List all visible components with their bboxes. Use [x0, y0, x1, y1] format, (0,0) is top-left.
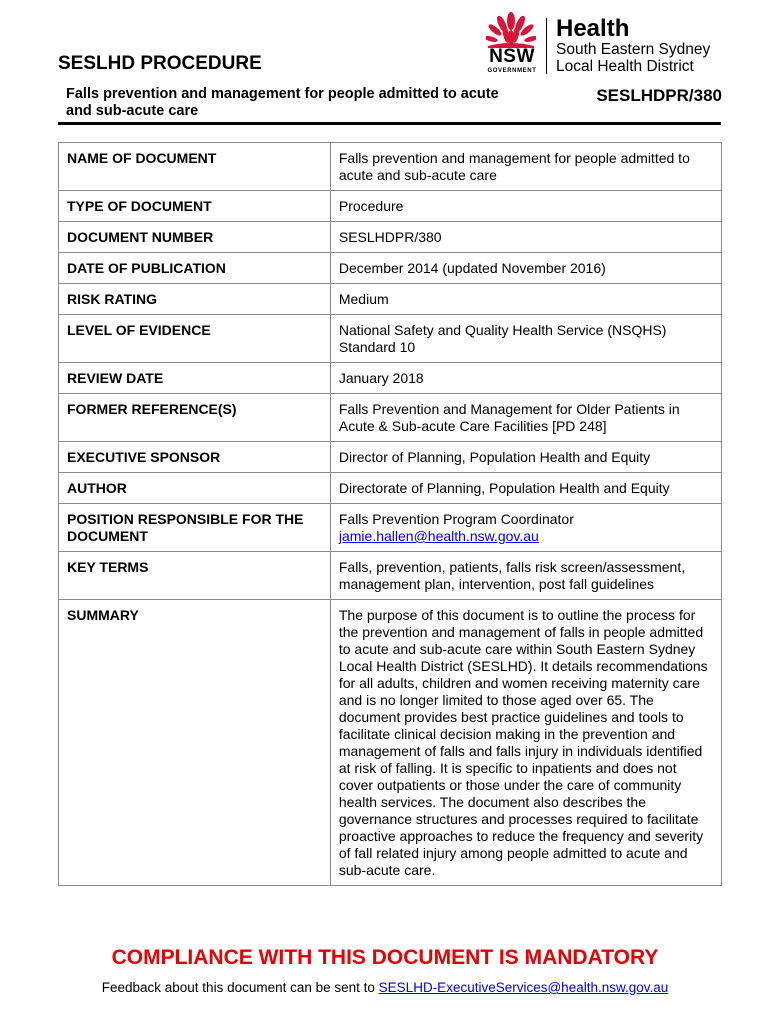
header-divider [58, 122, 721, 125]
government-wordmark: GOVERNMENT [487, 68, 537, 74]
table-row [59, 600, 722, 886]
table-row [59, 253, 722, 284]
waratah-icon [486, 12, 536, 48]
table-row [59, 363, 722, 394]
row-value [330, 504, 721, 552]
row-key: KEY TERMS [59, 552, 331, 600]
compliance-notice: COMPLIANCE WITH THIS DOCUMENT IS MANDATORY [111, 946, 659, 969]
table-row [59, 143, 722, 191]
row-value: Falls prevention and management for people admitted to acute and sub-acute care [330, 143, 721, 191]
row-key: DATE OF PUBLICATION [59, 253, 331, 284]
table-row [59, 473, 722, 504]
row-key: DOCUMENT NUMBER [59, 222, 331, 253]
row-key: EXECUTIVE SPONSOR [59, 442, 331, 473]
table-row [59, 284, 722, 315]
feedback-text: Feedback about this document can be sent to [101, 980, 379, 995]
nsw-wordmark: NSW [489, 46, 535, 67]
table-row [59, 504, 722, 552]
table-row [59, 552, 722, 600]
row-value: January 2018 [330, 363, 721, 394]
row-key: REVIEW DATE [59, 363, 331, 394]
row-value: SESLHDPR/380 [330, 222, 721, 253]
district-name [556, 42, 710, 75]
feedback-email-link[interactable]: SESLHD-ExecutiveServices@health.nsw.gov.au [378, 980, 669, 995]
row-value: Falls Prevention and Management for Older Patients in Acute & Sub-acute Care Facilities [PD 248] [330, 394, 721, 442]
row-value: Director of Planning, Population Health and Equity [330, 442, 721, 473]
row-key: LEVEL OF EVIDENCE [59, 315, 331, 363]
row-value: Directorate of Planning, Population Health and Equity [330, 473, 721, 504]
table-row [59, 315, 722, 363]
row-key: NAME OF DOCUMENT [59, 143, 331, 191]
table-row [59, 442, 722, 473]
row-value: National Safety and Quality Health Service (NSQHS) Standard 10 [330, 315, 721, 363]
summary-text: The purpose of this document is to outline the process for the prevention and management of falls in people admitted to acute and sub-acute care within South Eastern Sydney Local Health District (SESLHD). It details recommendations for all adults, children and women receiving maternity care and is no longer limited to those aged over 65. The document provides best practice guidelines and tools to facilitate clinical decision making in the prevention and management of falls and falls injury in individuals identified at risk of falling. It is specific to inpatients and does not cover outpatients or those under the care of community health services. The document also describes the governance structures and processes required to facilitate proactive approaches to reduce the frequency and severity of fall related injury among people admitted to acute and sub-acute care. [330, 600, 721, 886]
row-key: RISK RATING [59, 284, 331, 315]
health-wordmark: Health [556, 15, 630, 42]
row-key: TYPE OF DOCUMENT [59, 191, 331, 222]
document-subtitle: Falls prevention and management for people admitted to acute and sub-acute care [66, 86, 499, 119]
row-key: SUMMARY [59, 600, 331, 886]
row-value: Medium [330, 284, 721, 315]
row-value: Procedure [330, 191, 721, 222]
row-key: AUTHOR [59, 473, 331, 504]
row-key: FORMER REFERENCE(S) [59, 394, 331, 442]
document-info-table [58, 142, 722, 886]
coordinator-email-link[interactable]: jamie.hallen@health.nsw.gov.au [338, 528, 539, 544]
district-line-2: Local Health District [556, 57, 694, 75]
table-row [59, 222, 722, 253]
row-key: POSITION RESPONSIBLE FOR THE DOCUMENT [59, 504, 331, 552]
row-value: December 2014 (updated November 2016) [330, 253, 721, 284]
logo-divider [546, 18, 547, 74]
document-code: SESLHDPR/380 [596, 86, 722, 105]
position-title: Falls Prevention Program Coordinator [338, 511, 574, 527]
nsw-health-logo [480, 12, 730, 76]
feedback-line [0, 980, 770, 995]
table-row [59, 191, 722, 222]
row-value: Falls, prevention, patients, falls risk screen/assessment, management plan, intervention, post fall guidelines [330, 552, 721, 600]
table-row [59, 394, 722, 442]
district-line-1: South Eastern Sydney [556, 41, 711, 58]
procedure-title: SESLHD PROCEDURE [58, 53, 262, 74]
